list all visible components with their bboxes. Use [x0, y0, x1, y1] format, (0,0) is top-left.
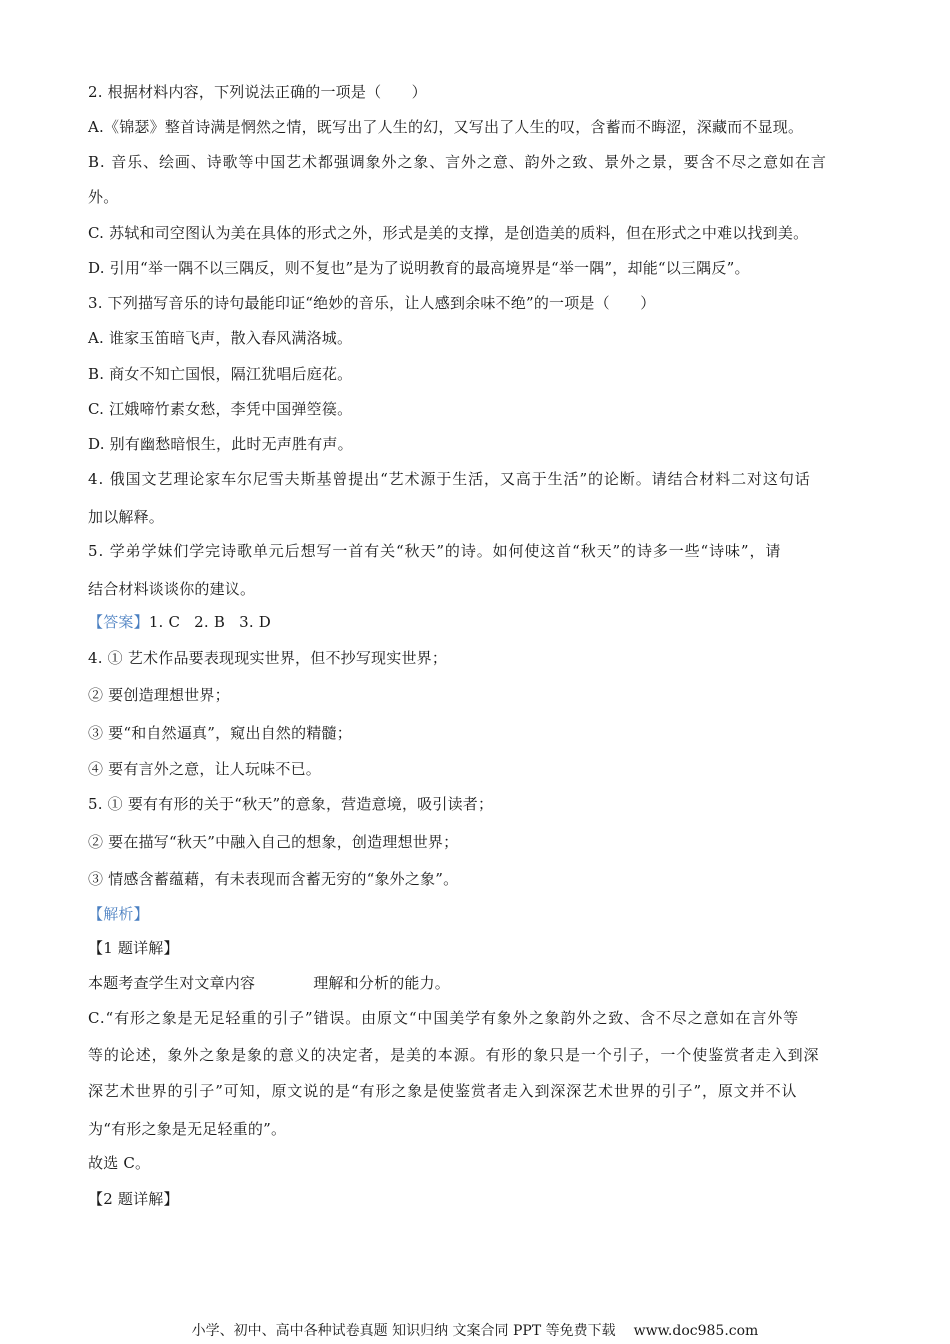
q1-detail-body-1: C.“有形之象是无足轻重的引子”错误。由原文“中国美学有象外之象韵外之致、含不尽之意如在言外等 — [88, 1009, 800, 1027]
question-2-option-a: A.《锦瑟》整首诗满是惘然之情，既写出了人生的幻，又写出了人生的叹，含蓄而不晦涩，深藏而不显现。 — [88, 118, 804, 136]
analysis-tag — [88, 904, 149, 924]
q1-conclusion: 故选 C。 — [88, 1154, 151, 1172]
q1-detail-header: 【1 题详解】 — [88, 939, 179, 957]
q1-intro-part-b: 理解和分析的能力。 — [313, 974, 451, 992]
question-3-option-d: D. 别有幽愁暗恨生，此时无声胜有声。 — [88, 435, 353, 453]
question-2-option-c: C. 苏轼和司空图认为美在具体的形式之外，形式是美的支撑，是创造美的质料，但在形式之中难以找到美。 — [88, 224, 809, 242]
answer-4-point-3: ③ 要“和自然逼真”，窥出自然的精髓； — [88, 724, 352, 742]
answer-line — [88, 612, 271, 632]
answer-5-point-1: 5. ① 要有有形的关于“秋天”的意象，营造意境，吸引读者； — [88, 795, 494, 813]
answer-4-point-2: ② 要创造理想世界； — [88, 686, 230, 704]
analysis-tag-label: 【解析】 — [88, 905, 149, 923]
answer-item-3: 3. D — [239, 613, 271, 631]
answer-5-point-3: ③ 情感含蓄蕴藉，有未表现而含蓄无穷的“象外之象”。 — [88, 870, 459, 888]
question-3-stem: 3. 下列描写音乐的诗句最能印证“绝妙的音乐，让人感到余味不绝”的一项是（ ） — [88, 294, 656, 312]
question-4-stem: 4. 俄国文艺理论家车尔尼雪夫斯基曾提出“艺术源于生活，又高于生活”的论断。请结合材料二对这句话 — [88, 470, 811, 488]
q1-detail-body-4: 为“有形之象是无足轻重的”。 — [88, 1120, 287, 1138]
footer-url[interactable]: www.doc985.com — [633, 1323, 759, 1339]
page-footer — [0, 1322, 950, 1340]
question-3-option-c: C. 江娥啼竹素女愁，李凭中国弹箜篌。 — [88, 400, 353, 418]
question-5-stem-cont: 结合材料谈谈你的建议。 — [88, 580, 256, 598]
question-3-option-b: B. 商女不知亡国恨，隔江犹唱后庭花。 — [88, 365, 353, 383]
q1-intro-part-a: 本题考查学生对文章内容 — [88, 974, 256, 992]
answer-item-1: 1. C — [148, 613, 181, 631]
answer-4-point-1: 4. ① 艺术作品要表现现实世界，但不抄写现实世界； — [88, 649, 448, 667]
question-2-stem: 2. 根据材料内容，下列说法正确的一项是（ ） — [88, 83, 427, 101]
q1-detail-intro — [88, 973, 450, 993]
answer-4-point-4: ④ 要有言外之意，让人玩味不已。 — [88, 760, 321, 778]
q1-detail-body-3: 深艺术世界的引子”可知，原文说的是“有形之象是使鉴赏者走入到深深艺术世界的引子”，原文并不认 — [88, 1082, 798, 1100]
q1-detail-body-2: 等的论述，象外之象是象的意义的决定者，是美的本源。有形的象只是一个引子，一个使鉴赏者走入到深 — [88, 1046, 820, 1064]
question-2-option-b: B. 音乐、绘画、诗歌等中国艺术都强调象外之象、言外之意、韵外之致、景外之景，要含不尽之意如在言 — [88, 153, 827, 171]
question-5-stem: 5. 学弟学妹们学完诗歌单元后想写一首有关“秋天”的诗。如何使这首“秋天”的诗多一些“诗味”，请 — [88, 542, 782, 560]
answer-item-2: 2. B — [194, 613, 226, 631]
question-4-stem-cont: 加以解释。 — [88, 508, 165, 526]
question-2-option-b-cont: 外。 — [88, 188, 119, 206]
footer-text: 小学、初中、高中各种试卷真题 知识归纳 文案合同 PPT 等免费下载 — [191, 1323, 616, 1339]
answer-5-point-2: ② 要在描写“秋天”中融入自己的想象，创造理想世界； — [88, 833, 459, 851]
answer-tag: 【答案】 — [88, 613, 149, 631]
q2-detail-header: 【2 题详解】 — [88, 1190, 179, 1208]
question-3-option-a: A. 谁家玉笛暗飞声，散入春风满洛城。 — [88, 329, 353, 347]
question-2-option-d: D. 引用“举一隅不以三隅反，则不复也”是为了说明教育的最高境界是“举一隅”，却能“以三隅反”。 — [88, 259, 750, 277]
